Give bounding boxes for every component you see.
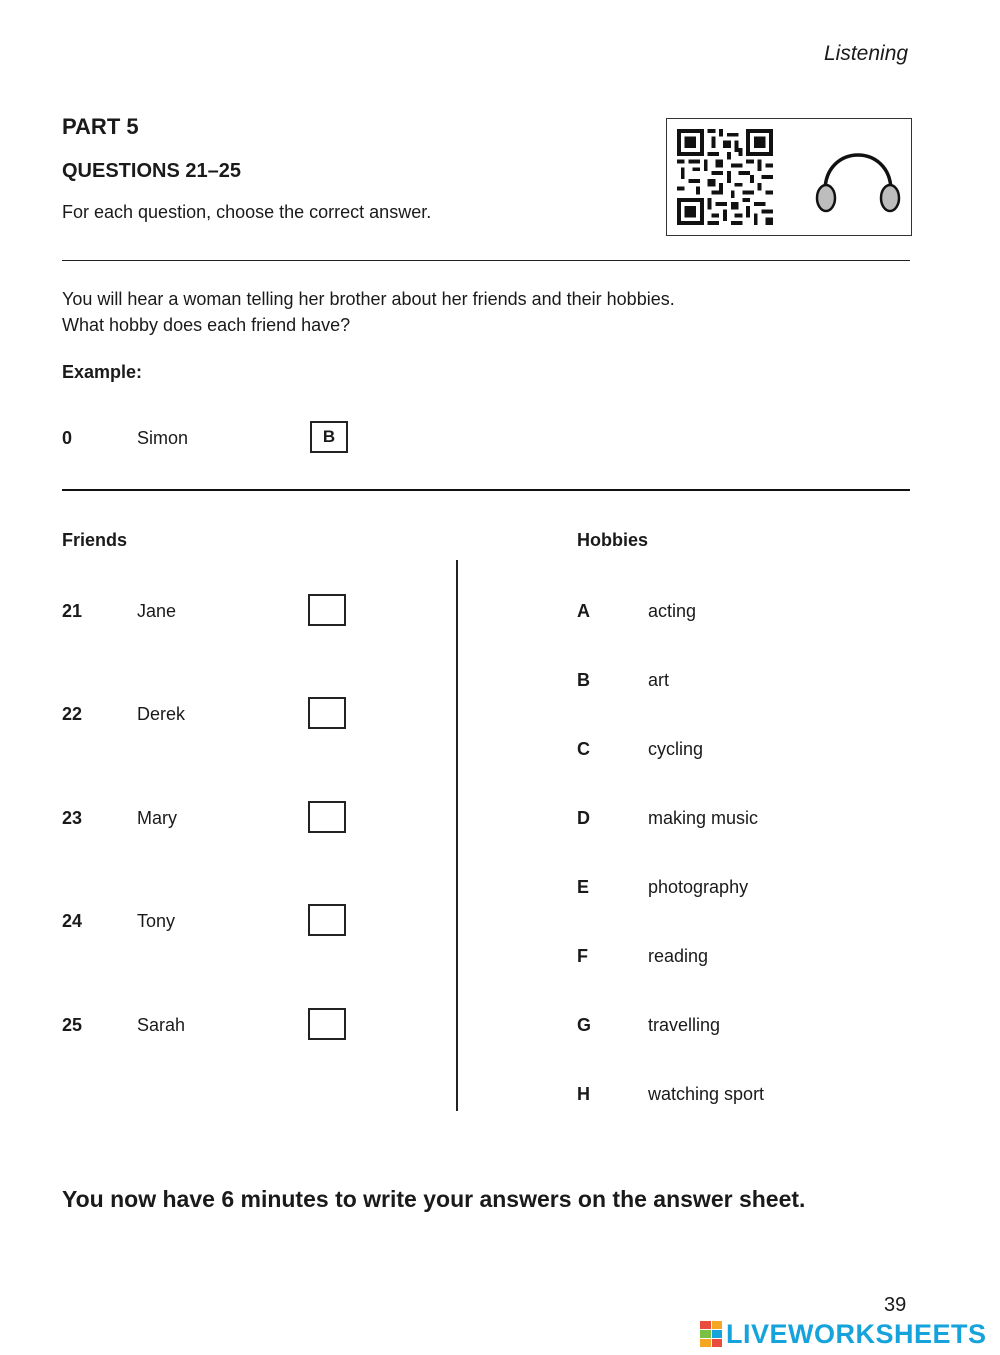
audio-media-box xyxy=(666,118,912,236)
hobby-label: art xyxy=(648,670,670,690)
hobby-letter: G xyxy=(577,1015,592,1035)
hobby-label: cycling xyxy=(648,739,704,759)
divider-middle xyxy=(62,489,910,491)
hobby-letter: E xyxy=(577,877,590,897)
section-label: Listening xyxy=(824,42,909,65)
example-answer-box: B xyxy=(310,421,348,453)
liveworksheets-icon xyxy=(700,1321,722,1347)
divider-top xyxy=(62,260,910,261)
hobby-letter: A xyxy=(577,601,590,621)
friend-name: Derek xyxy=(137,704,186,724)
intro-text xyxy=(62,286,675,338)
qr-code-icon[interactable] xyxy=(677,129,773,225)
friend-number: 21 xyxy=(62,601,83,621)
intro-line-2: What hobby does each friend have? xyxy=(62,315,351,335)
friends-heading: Friends xyxy=(62,530,128,550)
answer-box-21[interactable] xyxy=(308,594,346,626)
friend-number: 25 xyxy=(62,1015,83,1035)
questions-title: QUESTIONS 21–25 xyxy=(62,160,241,182)
intro-line-1: You will hear a woman telling her brother about her friends and their hobbies. xyxy=(62,289,675,309)
friend-number: 23 xyxy=(62,808,83,828)
page-number: 39 xyxy=(884,1294,907,1316)
friend-name: Jane xyxy=(137,601,177,621)
hobby-label: watching sport xyxy=(648,1084,765,1104)
headphones-icon xyxy=(813,139,903,219)
column-divider xyxy=(456,560,458,1111)
hobby-label: photography xyxy=(648,877,749,897)
friend-name: Mary xyxy=(137,808,177,828)
hobby-label: making music xyxy=(648,808,759,828)
answer-box-23[interactable] xyxy=(308,801,346,833)
brand-name: LIVEWORKSHEETS xyxy=(726,1318,987,1349)
hobby-letter: H xyxy=(577,1084,590,1104)
hobby-letter: B xyxy=(577,670,590,690)
answer-box-25[interactable] xyxy=(308,1008,346,1040)
hobby-label: travelling xyxy=(648,1015,721,1035)
hobby-letter: F xyxy=(577,946,588,966)
example-name: Simon xyxy=(137,428,189,448)
closing-instruction: You now have 6 minutes to write your answers on the answer sheet. xyxy=(62,1186,806,1212)
hobbies-heading: Hobbies xyxy=(577,530,649,550)
friend-name: Sarah xyxy=(137,1015,186,1035)
liveworksheets-logo[interactable] xyxy=(700,1318,987,1350)
example-label: Example: xyxy=(62,362,143,382)
example-number: 0 xyxy=(62,428,73,448)
friend-number: 24 xyxy=(62,911,83,931)
hobby-letter: C xyxy=(577,739,590,759)
answer-box-24[interactable] xyxy=(308,904,346,936)
part-title: PART 5 xyxy=(62,114,139,139)
hobby-label: acting xyxy=(648,601,697,621)
friend-number: 22 xyxy=(62,704,83,724)
friend-name: Tony xyxy=(137,911,176,931)
instruction-text: For each question, choose the correct answer. xyxy=(62,202,432,222)
hobby-label: reading xyxy=(648,946,709,966)
answer-box-22[interactable] xyxy=(308,697,346,729)
hobby-letter: D xyxy=(577,808,590,828)
